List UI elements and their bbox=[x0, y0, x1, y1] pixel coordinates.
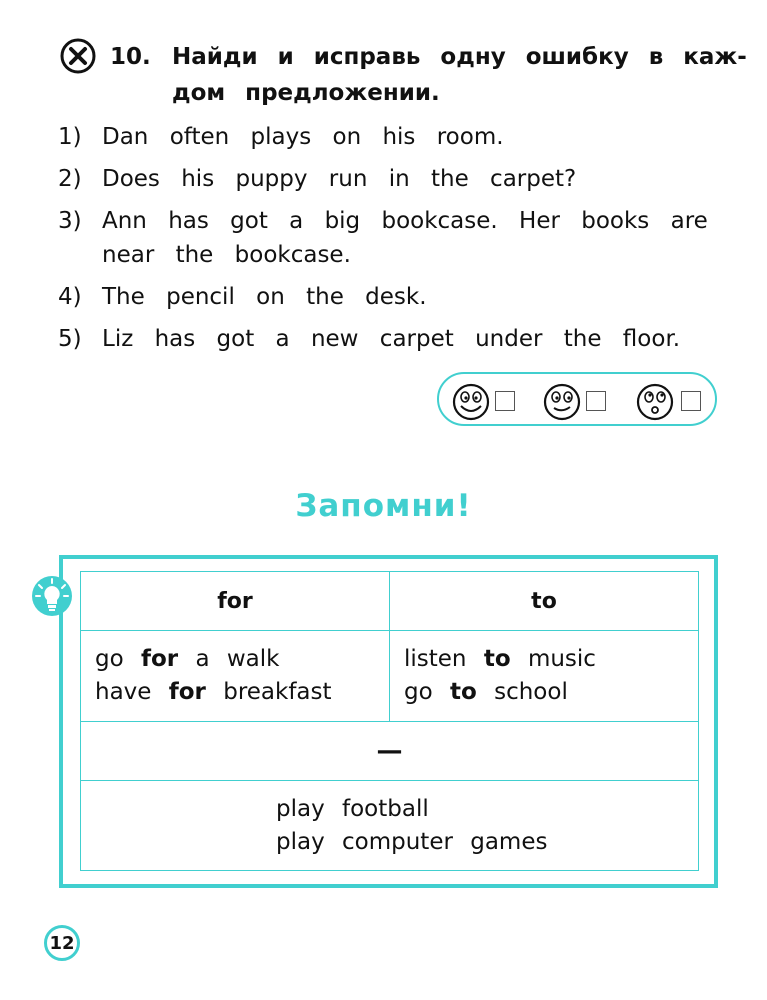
to-example: go to school bbox=[404, 679, 568, 705]
sentence-number: 3) bbox=[58, 208, 82, 234]
sentence-number: 1) bbox=[58, 124, 82, 150]
sentence-text: Liz has got a new carpet under the floor. bbox=[102, 326, 681, 352]
checkbox-icon[interactable] bbox=[586, 391, 606, 411]
exercise-number: 10. bbox=[110, 44, 151, 70]
for-examples-cell bbox=[81, 631, 390, 722]
smiling-face-icon bbox=[542, 382, 582, 422]
remember-title: Запомни! bbox=[295, 488, 472, 524]
for-example: go for a walk bbox=[95, 646, 280, 672]
sentence-number: 2) bbox=[58, 166, 82, 192]
exercise-instruction-line2: дом предложении. bbox=[172, 80, 440, 106]
thinking-face-icon bbox=[635, 382, 675, 422]
sentence-text: The pencil on the desk. bbox=[102, 284, 427, 310]
sentence-number: 4) bbox=[58, 284, 82, 310]
sentence-text: Ann has got a big bookcase. Her books are bbox=[102, 208, 708, 234]
crossed-circle-icon bbox=[60, 38, 96, 74]
sentence-text: Does his puppy run in the carpet? bbox=[102, 166, 577, 192]
sentence-text: Dan often plays on his room. bbox=[102, 124, 504, 150]
sentence-text-continuation: near the bookcase. bbox=[102, 242, 351, 268]
no-preposition-examples-cell bbox=[81, 781, 699, 871]
to-examples-cell bbox=[390, 631, 699, 722]
happy-face-icon bbox=[451, 382, 491, 422]
checkbox-icon[interactable] bbox=[681, 391, 701, 411]
no-preposition-example: play computer games bbox=[276, 828, 548, 855]
for-example: have for breakfast bbox=[95, 679, 332, 705]
no-preposition-example: play football bbox=[276, 795, 429, 822]
column-header-for: for bbox=[81, 572, 390, 631]
column-header-to: to bbox=[390, 572, 699, 631]
to-example: listen to music bbox=[404, 646, 596, 672]
checkbox-icon[interactable] bbox=[495, 391, 515, 411]
no-preposition-header: — bbox=[81, 722, 699, 781]
exercise-instruction-line1: Найди и исправь одну ошибку в каж- bbox=[172, 44, 747, 70]
self-assessment-box bbox=[437, 372, 717, 426]
lightbulb-icon bbox=[30, 574, 74, 618]
page-number: 12 bbox=[44, 925, 80, 961]
preposition-table bbox=[80, 571, 699, 871]
sentence-number: 5) bbox=[58, 326, 82, 352]
